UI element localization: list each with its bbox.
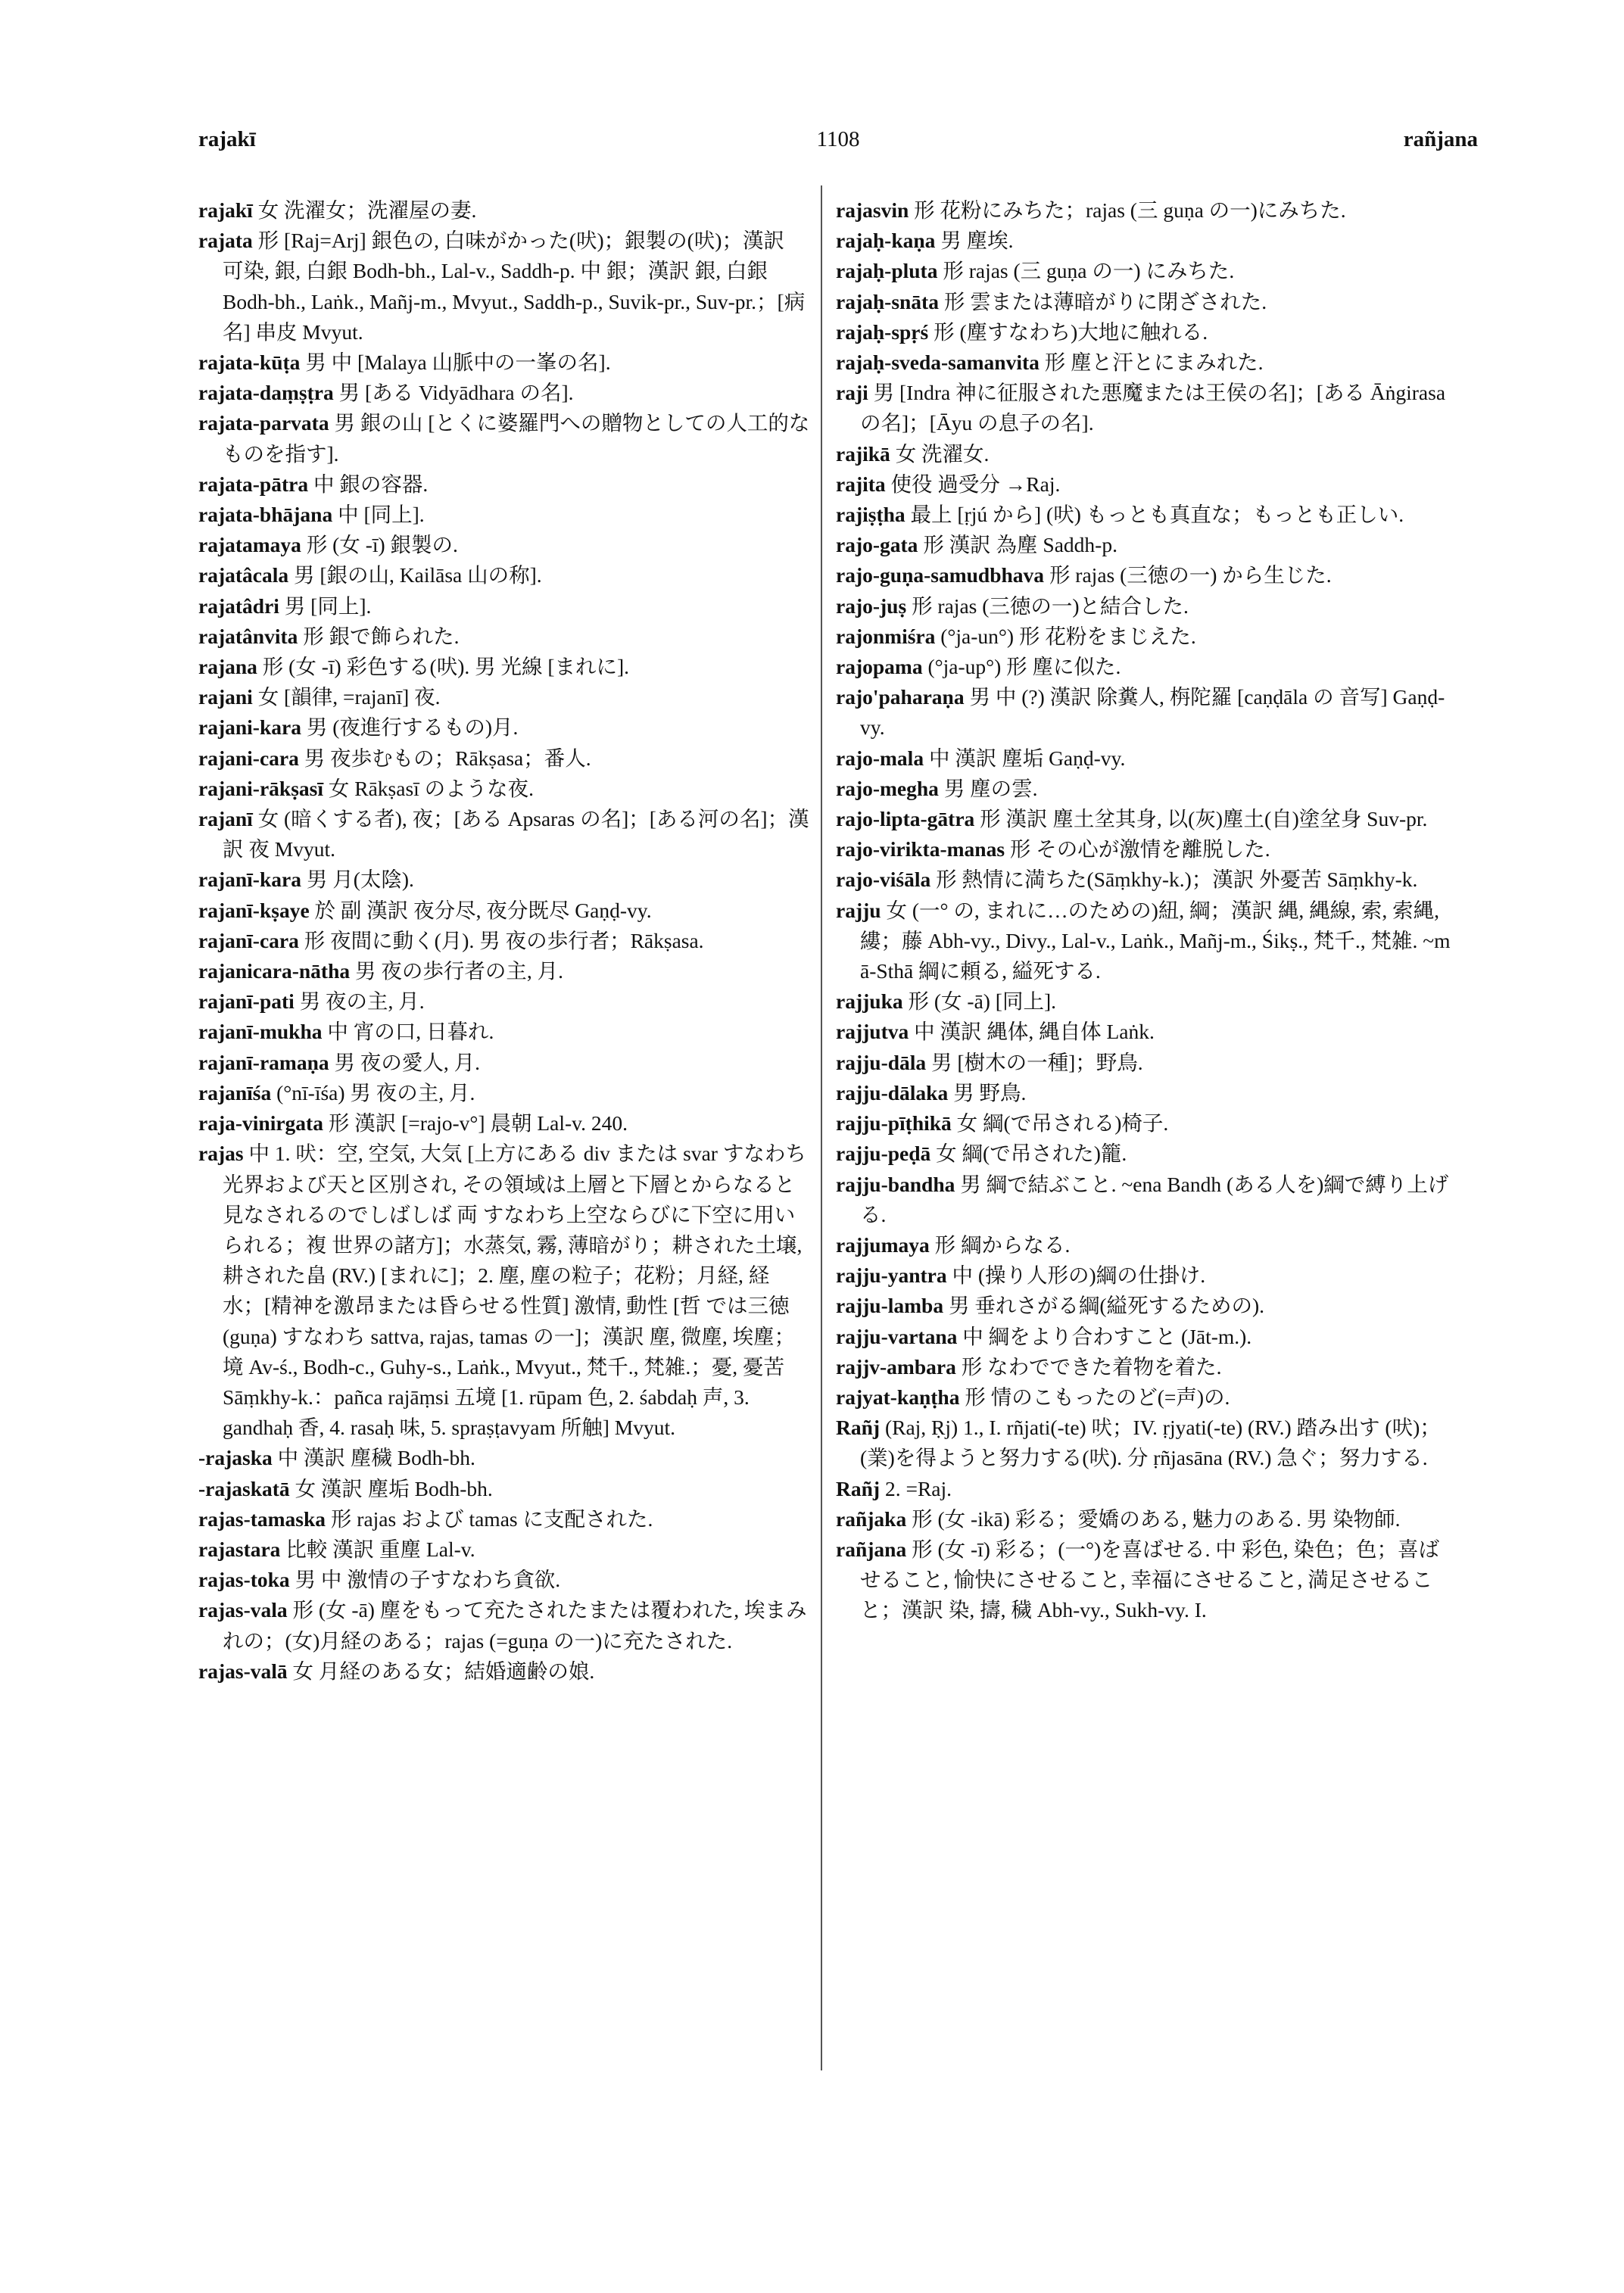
- entry-definition: 女 漢訳 塵垢 Bodh-bh.: [295, 1476, 493, 1500]
- dictionary-entry: [836, 591, 1457, 622]
- entry-definition: 女 Rākṣasī のような夜.: [328, 776, 535, 800]
- entry-headword: rajana: [198, 655, 257, 679]
- running-head-right: rañjana: [1403, 127, 1478, 151]
- entry-headword: rajju-vartana: [836, 1324, 958, 1348]
- entry-headword: rajjumaya: [836, 1232, 930, 1257]
- dictionary-entry: [198, 1656, 810, 1687]
- entry-definition: 男 [ある Vidyādhara の名].: [338, 381, 574, 405]
- entry-definition: (°nī-īśa) 男 夜の主, 月.: [276, 1080, 475, 1104]
- entry-headword: rajata-kūṭa: [198, 350, 301, 375]
- entry-definition: 中 漢訳 縄体, 縄自体 Laṅk.: [914, 1020, 1155, 1044]
- entry-headword: rajita: [836, 472, 886, 496]
- dictionary-entry: [836, 195, 1457, 226]
- dictionary-entry: [836, 1078, 1457, 1108]
- entry-headword: rajaḥ-snāta: [836, 289, 939, 313]
- entry-definition: 男 銀の山 [とくに婆羅門への贈物としての人工的なものを指す].: [223, 411, 810, 466]
- dictionary-entry: [198, 1139, 810, 1443]
- page-number: 1108: [816, 127, 860, 151]
- entry-definition: 男 塵の雲.: [943, 776, 1038, 800]
- entry-definition: 形 熱情に満ちた(Sāṃkhy-k.)；漢訳 外憂苦 Sāṃkhy-k.: [936, 868, 1418, 892]
- entry-definition: 男 野鳥.: [953, 1080, 1027, 1104]
- dictionary-entry: [836, 804, 1457, 834]
- entry-headword: raji: [836, 381, 868, 405]
- entry-headword: rajanī-kara: [198, 868, 301, 892]
- entry-definition: 形 (女 -ī) 銀製の.: [306, 533, 458, 557]
- entry-definition: 中 (操り人形の)綱の仕掛け.: [952, 1263, 1206, 1288]
- entry-headword: rajaḥ-sveda-samanvita: [836, 350, 1040, 375]
- page-header: [198, 127, 1478, 165]
- entry-headword: rajonmiśra: [836, 624, 936, 648]
- dictionary-entry: [836, 1382, 1457, 1413]
- entry-definition: 形 (女 -ī) 彩る；(一°)を喜ばせる. 中 彩色, 染色；色；喜ばせること, 愉快にさせること, 幸福にさせること, 満足させること；漢訳 染, 擣, 穢 Abh-vy., Sukh-vy. I.: [860, 1537, 1440, 1622]
- entry-definition: 形 [Raj=Arj] 銀色の, 白味がかった(吠)；銀製の(吠)；漢訳 可染, 銀, 白銀 Bodh-bh., Lal-v., Saddh-p. 中 銀；漢訳 銀, 白銀 Bodh-bh., Laṅk., Mañj-m., Mvyut., Saddh-p., Suvik-pr., Suv-pr.；[病名] 串皮 Mvyut.: [223, 229, 806, 344]
- entry-headword: rajata-parvata: [198, 411, 329, 435]
- dictionary-entry: [836, 834, 1457, 865]
- dictionary-entry: [836, 1260, 1457, 1291]
- entry-definition: 形 漢訳 塵土坌其身, 以(灰)塵土(自)塗坌身 Suv-pr.: [980, 807, 1428, 831]
- entry-definition: 女 綱(で吊された)籠.: [936, 1142, 1127, 1166]
- dictionary-entry: [836, 1291, 1457, 1321]
- dictionary-entry: [198, 1565, 810, 1595]
- entry-definition: 男 月(太陰).: [306, 868, 414, 892]
- entry-definition: 形 (塵すなわち)大地に触れる.: [934, 319, 1208, 344]
- entry-headword: rajju-dālaka: [836, 1080, 949, 1104]
- entry-definition: 女 月経のある女；結婚適齢の娘.: [292, 1659, 595, 1683]
- entry-definition: 形 rajas (三 guṇa の一) にみちた.: [943, 259, 1235, 283]
- entry-definition: 女 洗濯女；洗濯屋の妻.: [257, 198, 477, 222]
- entry-headword: rajastara: [198, 1537, 281, 1561]
- entry-definition: 形 rajas (三徳の一) から生じた.: [1049, 563, 1332, 587]
- dictionary-entry: [836, 347, 1457, 378]
- entry-headword: rajata-daṃṣṭra: [198, 381, 334, 405]
- entry-headword: rajju-lamba: [836, 1294, 944, 1318]
- entry-definition: 使役 過受分 →Raj.: [890, 472, 1061, 496]
- dictionary-entry: [836, 1352, 1457, 1382]
- entry-headword: rajo-megha: [836, 776, 939, 800]
- entry-headword: rajju-peḍā: [836, 1142, 931, 1166]
- dictionary-entry: [198, 347, 810, 378]
- entry-headword: rajopama: [836, 655, 923, 679]
- left-column: [198, 195, 810, 1687]
- entry-definition: (Raj, Ṛj) 1., I. rñjati(-te) 吠；IV. ṛjyati(-te) (RV.) 踏み出す (吠)；(業)を得ようと努力する(吠). 分 ṛñjasāna (RV.) 急ぐ；努力する.: [860, 1416, 1441, 1470]
- entry-headword: rajani: [198, 685, 253, 709]
- entry-headword: rañjana: [836, 1537, 907, 1561]
- dictionary-entry: [198, 1017, 810, 1047]
- entry-headword: rajani-rākṣasī: [198, 776, 323, 800]
- entry-definition: (°ja-up°) 形 塵に似た.: [927, 655, 1121, 679]
- entry-definition: 於 副 漢訳 夜分尽, 夜分既尽 Gaṇḍ-vy.: [314, 898, 652, 922]
- entry-headword: rajani-kara: [198, 715, 301, 740]
- entry-definition: 2. =Raj.: [884, 1476, 952, 1500]
- entry-definition: 男 夜の主, 月.: [299, 989, 425, 1014]
- dictionary-entry: [836, 1108, 1457, 1139]
- entry-definition: 形 雲または薄暗がりに閉ざされた.: [943, 289, 1267, 313]
- entry-headword: rajani-cara: [198, 746, 299, 770]
- dictionary-entry: [198, 1078, 810, 1108]
- dictionary-entry: [198, 865, 810, 895]
- entry-headword: rajas-toka: [198, 1568, 290, 1592]
- dictionary-entry: [198, 1474, 810, 1504]
- entry-definition: 女 [韻律, =rajanī] 夜.: [257, 685, 441, 709]
- entry-headword: rajanī: [198, 807, 253, 831]
- right-column: [836, 195, 1457, 1626]
- dictionary-entry: [836, 378, 1457, 438]
- entry-definition: 男 塵埃.: [940, 229, 1014, 253]
- dictionary-entry: [198, 591, 810, 622]
- entry-definition: 中 1. 吠：空, 空気, 大気 [上方にある div または svar すなわち 光界および天と区別され, その領域は上層と下層とからなると見なされるのでしばしば 両 すなわち上空ならびに下空に用いられる；複 世界の諸方]；水蒸気, 霧, 薄暗がり；耕された土壌, 耕された畠 (RV.) [まれに]；2. 塵, 塵の粒子；花粉；月経, 経水；[精神を激昂または昏らせる性質] 激情, 動性 [哲 では三徳 (guṇa) すなわち sattva, rajas, tamas の一]；漢訳 塵, 微塵, 埃塵；境 Av-ś., Bodh-c., Guhy-s., Laṅk., Mvyut., 梵千., 梵雑.；憂, 憂苦 Sāṃkhy-k.：pañca rajāṃsi 五境 [1. rūpam 色, 2. śabdaḥ 声, 3. gandhaḥ 香, 4. rasaḥ 味, 5. spraṣṭavyam 所触] Mvyut.: [223, 1142, 806, 1440]
- dictionary-entry: [836, 865, 1457, 895]
- dictionary-entry: [836, 1504, 1457, 1534]
- entry-definition: 形 綱からなる.: [934, 1232, 1071, 1257]
- entry-definition: 中 綱をより合わすこと (Jāt-m.).: [962, 1324, 1252, 1348]
- entry-headword: rajikā: [836, 441, 890, 466]
- entry-definition: 男 中 [Malaya 山脈中の一峯の名].: [305, 350, 611, 375]
- dictionary-entry: [198, 774, 810, 804]
- entry-headword: rajju-pīṭhikā: [836, 1111, 952, 1136]
- entry-headword: rajju-bandha: [836, 1172, 955, 1196]
- entry-definition: 形 (女 -ā) [同上].: [908, 989, 1056, 1014]
- dictionary-entry: [198, 560, 810, 590]
- dictionary-entry: [836, 469, 1457, 500]
- entry-headword: rajyat-kaṇṭha: [836, 1385, 960, 1409]
- entry-headword: -rajaska: [198, 1446, 273, 1470]
- entry-headword: rajaḥ-kaṇa: [836, 229, 936, 253]
- entry-definition: 女 (暗くする者), 夜；[ある Apsaras の名]；[ある河の名]；漢訳 夜 Mvyut.: [223, 807, 809, 861]
- entry-headword: rajju-yantra: [836, 1263, 947, 1288]
- entry-headword: rajanīśa: [198, 1080, 272, 1104]
- entry-definition: 男 夜の愛人, 月.: [334, 1050, 480, 1074]
- entry-definition: 形 漢訳 為塵 Saddh-p.: [923, 533, 1117, 557]
- dictionary-entry: [836, 682, 1457, 743]
- dictionary-entry: [836, 530, 1457, 560]
- entry-definition: 中 漢訳 塵垢 Gaṇḍ-vy.: [928, 746, 1126, 770]
- entry-definition: 形 夜間に動く(月). 男 夜の歩行者；Rākṣasa.: [304, 928, 704, 952]
- dictionary-entry: [836, 743, 1457, 774]
- entry-definition: 男 [銀の山, Kailāsa 山の称].: [294, 563, 542, 587]
- column-divider: [821, 185, 822, 2070]
- entry-headword: rajas: [198, 1142, 244, 1166]
- entry-headword: rajata: [198, 229, 253, 253]
- entry-definition: 形 塵と汗とにまみれた.: [1044, 350, 1264, 375]
- dictionary-entry: [836, 287, 1457, 317]
- entry-headword: rajju: [836, 898, 881, 922]
- entry-headword: rajanī-mukha: [198, 1020, 323, 1044]
- dictionary-entry: [198, 926, 810, 956]
- dictionary-entry: [198, 226, 810, 347]
- entry-definition: 男 (夜進行するもの)月.: [306, 715, 519, 740]
- dictionary-entry: [836, 500, 1457, 530]
- entry-headword: rajatâdri: [198, 594, 279, 618]
- dictionary-entry: [198, 1504, 810, 1534]
- entry-definition: 形 (女 -ī) 彩色する(吠). 男 光線 [まれに].: [262, 655, 630, 679]
- dictionary-entry: [836, 1017, 1457, 1047]
- entry-definition: 形 なわでできた着物を着た.: [961, 1354, 1222, 1379]
- dictionary-entry: [198, 986, 810, 1017]
- entry-headword: rajo'paharaṇa: [836, 685, 965, 709]
- dictionary-entry: [198, 1108, 810, 1139]
- dictionary-entry: [836, 622, 1457, 652]
- dictionary-entry: [836, 1413, 1457, 1473]
- dictionary-entry: [198, 1443, 810, 1473]
- entry-definition: 男 垂れさがる綱(縊死するための).: [948, 1294, 1265, 1318]
- entry-headword: rajo-mala: [836, 746, 924, 770]
- dictionary-entry: [198, 956, 810, 986]
- entry-definition: 男 綱で結ぶこと. ~ena Bandh (ある人を)綱で縛り上げる.: [860, 1172, 1449, 1226]
- entry-headword: Rañj: [836, 1476, 881, 1500]
- dictionary-entry: [198, 195, 810, 226]
- entry-headword: rajo-viśāla: [836, 868, 931, 892]
- entry-headword: rajakī: [198, 198, 253, 222]
- entry-definition: 男 [同上].: [284, 594, 372, 618]
- dictionary-entry: [198, 896, 810, 926]
- entry-definition: 男 夜歩むもの；Rākṣasa；番人.: [304, 746, 591, 770]
- entry-headword: rajo-gata: [836, 533, 918, 557]
- entry-definition: 形 漢訳 [=rajo-v°] 晨朝 Lal-v. 240.: [328, 1111, 628, 1136]
- entry-headword: rajju-dāla: [836, 1050, 927, 1074]
- entry-definition: (°ja-un°) 形 花粉をまじえた.: [940, 624, 1196, 648]
- entry-definition: 形 rajas および tamas に支配された.: [330, 1506, 653, 1531]
- entry-headword: rajatâcala: [198, 563, 289, 587]
- entry-definition: 男 中 激情の子すなわち貪欲.: [295, 1568, 561, 1592]
- entry-headword: rajanī-ramaṇa: [198, 1050, 329, 1074]
- entry-definition: 形 rajas (三徳の一)と結合した.: [912, 594, 1189, 618]
- entry-definition: 形 (女 -ikā) 彩る；愛嬌のある, 魅力のある. 男 染物師.: [912, 1506, 1401, 1531]
- entry-headword: rajo-juṣ: [836, 594, 907, 618]
- entry-headword: rajanī-kṣaye: [198, 898, 310, 922]
- entry-headword: rajanī-pati: [198, 989, 295, 1014]
- entry-headword: rajjutva: [836, 1020, 909, 1044]
- dictionary-entry: [836, 317, 1457, 347]
- dictionary-entry: [836, 256, 1457, 286]
- dictionary-entry: [836, 1048, 1457, 1078]
- entry-headword: rajjv-ambara: [836, 1354, 956, 1379]
- entry-definition: 形 その心が激情を離脱した.: [1009, 837, 1270, 861]
- dictionary-entry: [198, 1048, 810, 1078]
- dictionary-entry: [836, 652, 1457, 682]
- dictionary-entry: [198, 682, 810, 712]
- entry-headword: rañjaka: [836, 1506, 907, 1531]
- dictionary-entry: [198, 378, 810, 408]
- dictionary-entry: [836, 439, 1457, 469]
- entry-definition: 男 [Indra 神に征服された悪魔または王侯の名]；[ある Āṅgirasa の名]；[Āyu の息子の名].: [860, 381, 1446, 435]
- entry-definition: 中 漢訳 塵穢 Bodh-bh.: [277, 1446, 475, 1470]
- entry-headword: rajasvin: [836, 198, 909, 222]
- entry-definition: 比較 漢訳 重塵 Lal-v.: [285, 1537, 475, 1561]
- dictionary-entry: [198, 712, 810, 743]
- entry-headword: rajjuka: [836, 989, 903, 1014]
- dictionary-entry: [836, 1139, 1457, 1169]
- dictionary-entry: [198, 804, 810, 865]
- entry-headword: rajas-vala: [198, 1598, 288, 1622]
- entry-headword: rajo-virikta-manas: [836, 837, 1005, 861]
- entry-headword: rajaḥ-spṛś: [836, 319, 929, 344]
- entry-definition: 形 花粉にみちた；rajas (三 guṇa の一)にみちた.: [914, 198, 1346, 222]
- dictionary-entry: [836, 226, 1457, 256]
- entry-headword: rajata-bhājana: [198, 503, 333, 527]
- dictionary-entry: [198, 1595, 810, 1656]
- entry-headword: rajanī-cara: [198, 928, 299, 952]
- dictionary-entry: [836, 896, 1457, 987]
- entry-headword: -rajaskatā: [198, 1476, 290, 1500]
- dictionary-entry: [836, 1534, 1457, 1626]
- dictionary-entry: [836, 1230, 1457, 1260]
- entry-definition: 中 宵の口, 日暮れ.: [327, 1020, 494, 1044]
- entry-definition: 形 情のこもったのど(=声)の.: [965, 1385, 1230, 1409]
- entry-headword: rajatânvita: [198, 624, 298, 648]
- entry-definition: 最上 [ṛjú から] (吠) もっとも真直な；もっとも正しい.: [910, 503, 1404, 527]
- entry-headword: rajo-lipta-gātra: [836, 807, 975, 831]
- entry-definition: 男 [樹木の一種]；野鳥.: [931, 1050, 1143, 1074]
- dictionary-entry: [198, 408, 810, 469]
- dictionary-entry: [198, 469, 810, 500]
- dictionary-entry: [198, 652, 810, 682]
- dictionary-entry: [198, 530, 810, 560]
- dictionary-entry: [836, 1322, 1457, 1352]
- entry-headword: rajas-valā: [198, 1659, 288, 1683]
- dictionary-entry: [836, 986, 1457, 1017]
- entry-definition: 男 夜の歩行者の主, 月.: [355, 959, 563, 983]
- dictionary-entry: [198, 622, 810, 652]
- entry-headword: rajiṣṭha: [836, 503, 906, 527]
- entry-definition: 形 銀で飾られた.: [303, 624, 460, 648]
- entry-definition: 中 [同上].: [338, 503, 425, 527]
- entry-headword: rajo-guṇa-samudbhava: [836, 563, 1045, 587]
- running-head-left: rajakī: [198, 127, 256, 151]
- entry-headword: rajatamaya: [198, 533, 301, 557]
- entry-definition: 男 中 (?) 漢訳 除糞人, 栴陀羅 [caṇḍāla の 音写] Gaṇḍ-vy.: [860, 685, 1445, 740]
- dictionary-entry: [836, 1474, 1457, 1504]
- entry-headword: rajaḥ-pluta: [836, 259, 938, 283]
- entry-definition: 中 銀の容器.: [313, 472, 429, 496]
- entry-headword: rajata-pātra: [198, 472, 309, 496]
- entry-headword: rajanicara-nātha: [198, 959, 351, 983]
- dictionary-entry: [836, 774, 1457, 804]
- dictionary-entry: [836, 560, 1457, 590]
- entry-definition: 形 (女 -ā) 塵をもって充たされたまたは覆われた, 埃まみれの；(女)月経のある；rajas (=guṇa の一)に充たされた.: [223, 1598, 807, 1653]
- entry-definition: 女 (一° の, まれに…のための)紐, 綱；漢訳 縄, 縄線, 索, 索縄, 縷；藤 Abh-vy., Divy., Lal-v., Laṅk., Mañj-m., Śikṣ., 梵千., 梵雑. ~m ā-Sthā 綱に頼る, 縊死する.: [860, 898, 1451, 983]
- dictionary-entry: [198, 743, 810, 774]
- dictionary-entry: [836, 1170, 1457, 1230]
- dictionary-entry: [198, 500, 810, 530]
- dictionary-entry: [198, 1534, 810, 1565]
- entry-definition: 女 綱(で吊される)椅子.: [956, 1111, 1169, 1136]
- entry-headword: rajas-tamaska: [198, 1506, 326, 1531]
- entry-headword: Rañj: [836, 1416, 881, 1440]
- entry-headword: raja-vinirgata: [198, 1111, 323, 1136]
- entry-definition: 女 洗濯女.: [895, 441, 990, 466]
